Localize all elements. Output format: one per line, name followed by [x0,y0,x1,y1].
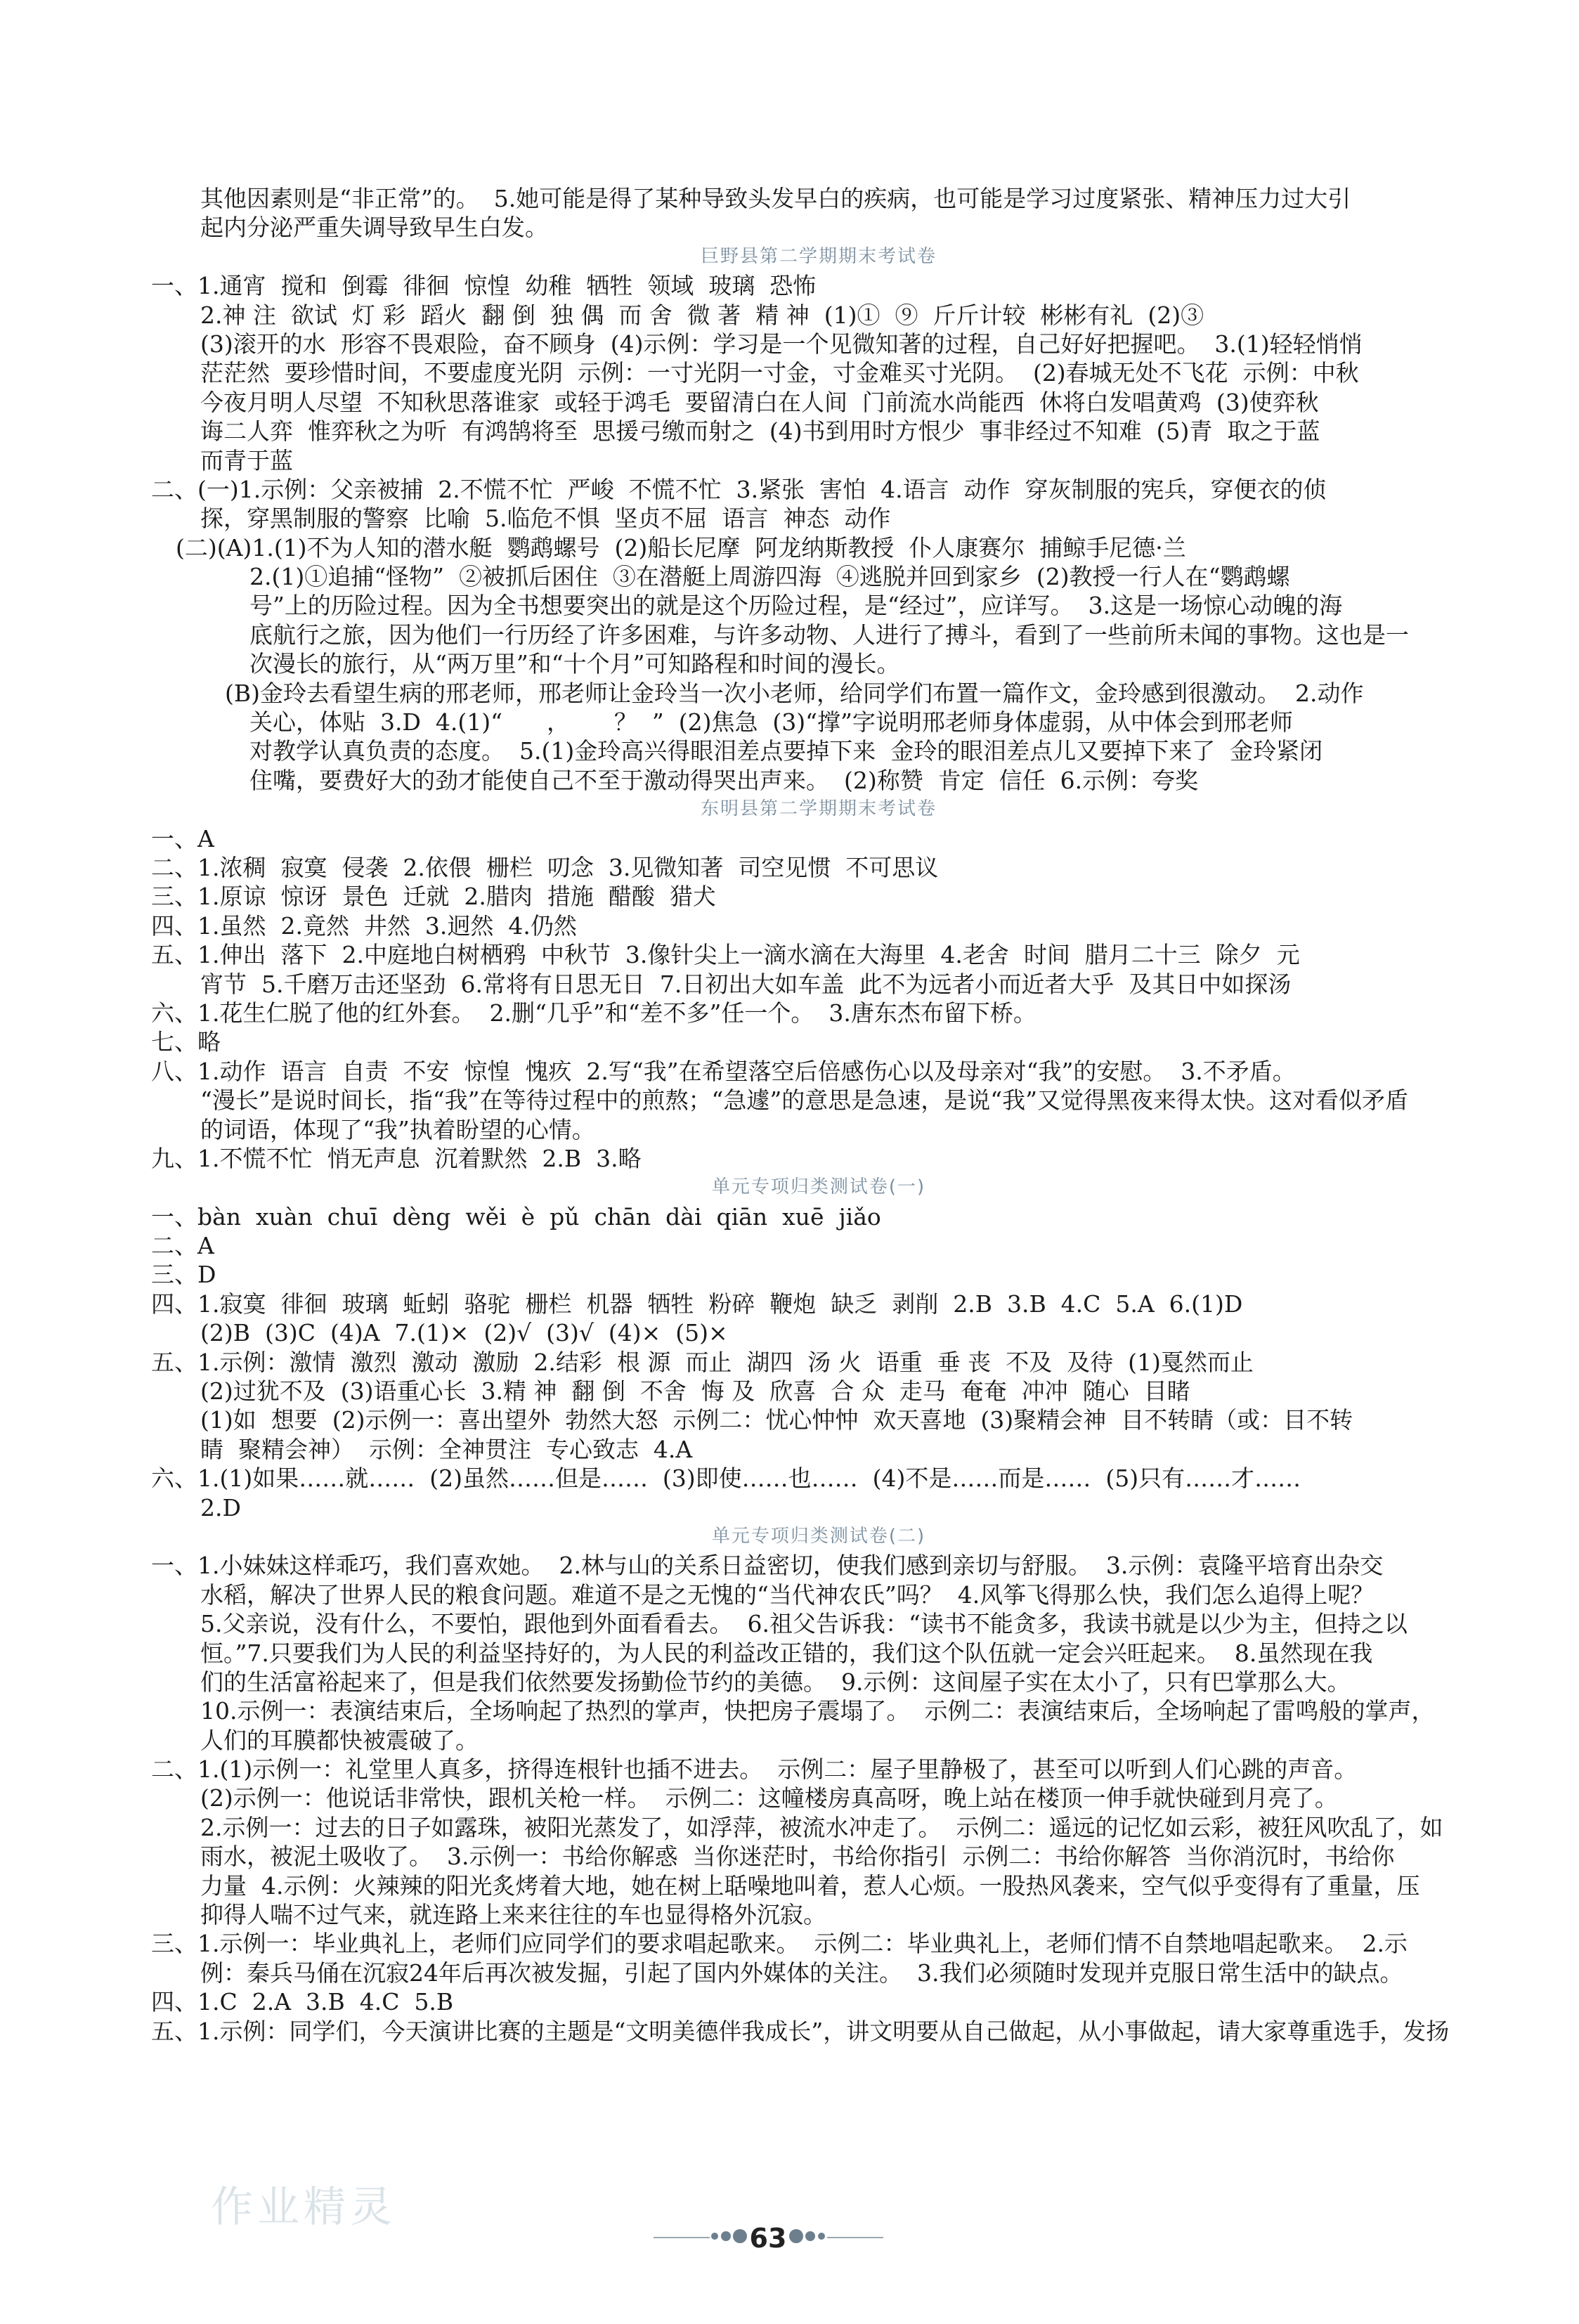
answer-line: 睛 聚精会神） 示例：全神贯注 专心致志 4.A [200,1435,693,1463]
answer-line: (B)金玲去看望生病的邢老师，邢老师让金玲当一次小老师，给同学们布置一篇作文，金玲感到很激动。 2.动作 [225,679,1364,707]
answer-line: 2.(1)①追捕“怪物” ②被抓后困住 ③在潜艇上周游四海 ④逃脱并回到家乡 (2)教授一行人在“鹦鹉螺 [249,563,1290,591]
answer-line: 力量 4.示例：火辣辣的阳光炙烤着大地，她在树上聒噪地叫着，惹人心烦。一股热风袭来，空气似乎变得有了重量，压 [200,1871,1420,1900]
answer-line: 六、1.(1)如果……就…… (2)虽然……但是…… (3)即使……也…… (4)不是……而是…… (5)只有……才…… [151,1465,1301,1493]
answer-line: 而青于蓝 [200,446,293,474]
answer-line: 宵节 5.千磨万击还坚劲 6.常将有日思无日 7.日初出大如车盖 此不为远者小而近者大乎 及其日中如探汤 [200,970,1292,998]
answer-line: 一、1.小妹妹这样乖巧，我们喜欢她。 2.林与山的关系日益密切，使我们感到亲切与舒服。 3.示例：袁隆平培育出杂交 [151,1552,1384,1580]
answer-line: 底航行之旅，因为他们一行历经了许多困难，与许多动物、人进行了搏斗，看到了一些前所未闻的事物。这也是一 [249,621,1409,649]
answer-line: “漫长”是说时间长，指“我”在等待过程中的煎熬；“急遽”的意思是急速，是说“我”又觉得黑夜来得太快。这对看似矛盾 [200,1086,1408,1115]
answer-line: 次漫长的旅行，从“两万里”和“十个月”可知路程和时间的漫长。 [249,650,900,678]
answer-line: 恒。”7.只要我们为人民的利益坚持好的，为人民的利益改正错的，我们这个队伍就一定会兴旺起来。 8.虽然现在我 [200,1639,1373,1667]
answer-line: 诲二人弈 惟弈秋之为听 有鸿鹄将至 思援弓缴而射之 (4)书到用时方恨少 事非经过不知难 (5)青 取之于蓝 [200,417,1320,446]
answer-key-page [151,184,1486,2046]
answer-line: 七、略 [151,1028,221,1056]
answer-line: 六、1.花生仁脱了他的红外套。 2.删“几乎”和“差不多”任一个。 3.唐东杰布留下桥。 [151,999,1037,1027]
answer-line: 们的生活富裕起来了，但是我们依然要发扬勤俭节约的美德。 9.示例：这间屋子实在太小了，只有巴掌那么大。 [200,1668,1351,1696]
answer-line: (2)示例一：他说话非常快，跟机关枪一样。 示例二：这幢楼房真高呀，晚上站在楼顶一伸手就快碰到月亮了。 [200,1784,1338,1812]
answer-line: 四、1.虽然 2.竟然 井然 3.迥然 4.仍然 [151,911,577,940]
answer-line: 例：秦兵马俑在沉寂24年后再次被发掘，引起了国内外媒体的关注。 3.我们必须随时发现并克服日常生活中的缺点。 [200,1959,1403,1987]
answer-line: 10.示例一：表演结束后，全场响起了热烈的掌声，快把房子震塌了。 示例二：表演结束后，全场响起了雷鸣般的掌声， [200,1697,1435,1725]
page-number: 63 [749,2223,787,2254]
answer-line: 起内分泌严重失调导致早生白发。 [200,214,548,242]
answer-line: 其他因素则是“非正常”的。 5.她可能是得了某种导致头发早白的疾病，也可能是学习过度紧张、精神压力过大引 [200,185,1351,212]
answer-line: 茫茫然 要珍惜时间，不要虚度光阴 示例：一寸光阴一寸金，寸金难买寸光阴。 (2)春城无处不飞花 示例：中秋 [200,359,1359,387]
footer-dot [818,2233,825,2240]
answer-line: 五、1.示例：激情 激烈 激动 激励 2.结彩 根 源 而止 湖四 汤 火 语重 垂 丧 不及 及待 (1)戛然而止 [151,1348,1254,1376]
section-heading: 单元专项归类测试卷(一) [711,1176,926,1198]
answer-line: 一、A [151,824,214,852]
answer-line: (2)B (3)C (4)A 7.(1)× (2)√ (3)√ (4)× (5)× [200,1319,728,1347]
answer-line: 四、1.寂寞 徘徊 玻璃 蚯蚓 骆驼 栅栏 机器 牺牲 粉碎 鞭炮 缺乏 剥削 2.B 3.B 4.C 5.A 6.(1)D [151,1290,1243,1318]
answer-line: 号”上的历险过程。因为全书想要突出的就是这个历险过程，是“经过”，应详写。 3.这是一场惊心动魄的海 [249,592,1343,620]
section-heading: 东明县第二学期期末考试卷 [700,798,937,820]
footer-divider-left [654,2237,710,2238]
answer-line: 三、1.原谅 惊讶 景色 迁就 2.腊肉 措施 醋酸 猎犬 [151,883,716,911]
watermark-logo: 作业精灵 [211,2183,396,2232]
footer-divider-right [827,2237,883,2238]
answer-line: 二、1.浓稠 寂寞 侵袭 2.依偎 栅栏 叨念 3.见微知著 司空见惯 不可思议 [151,853,939,881]
answer-line: 抑得人喘不过气来，就连路上来来往往的车也显得格外沉寂。 [200,1901,826,1929]
footer-dot [721,2231,731,2241]
answer-line: 2.D [200,1493,241,1521]
answer-line: 九、1.不慌不忙 悄无声息 沉着默然 2.B 3.略 [151,1144,642,1172]
answer-line: 今夜月明人尽望 不知秋思落谁家 或轻于鸿毛 要留清白在人间 门前流水尚能西 休将白发唱黄鸡 (3)使弈秋 [200,388,1319,416]
answer-line: 的词语，体现了“我”执着盼望的心情。 [200,1115,595,1143]
answer-line: 探，穿黑制服的警察 比喻 5.临危不惧 坚贞不屈 语言 神态 动作 [200,505,891,533]
answer-line: 水稻，解决了世界人民的粮食问题。难道不是之无愧的“当代神农氏”吗？ 4.风筝飞得那么快，我们怎么追得上呢？ [200,1580,1375,1609]
answer-line: (3)滚开的水 形容不畏艰险，奋不顾身 (4)示例：学习是一个见微知著的过程，自己好好把握吧。 3.(1)轻轻悄悄 [200,330,1363,358]
footer-dot [711,2233,718,2240]
footer-dot [805,2231,815,2241]
answer-line: 一、1.通宵 搅和 倒霉 徘徊 惊惶 幼稚 牺牲 领域 玻璃 恐怖 [151,272,817,300]
answer-line: 人们的耳膜都快被震破了。 [200,1726,479,1754]
answer-line: (二)(A)1.(1)不为人知的潜水艇 鹦鹉螺号 (2)船长尼摩 阿龙纳斯教授 仆人康赛尔 捕鲸手尼德·兰 [176,533,1186,561]
answer-line: 二、(一)1.示例：父亲被捕 2.不慌不忙 严峻 不慌不忙 3.紧张 害怕 4.语言 动作 穿灰制服的宪兵，穿便衣的侦 [151,475,1327,503]
section-heading: 单元专项归类测试卷(二) [711,1525,926,1547]
answer-line: 三、1.示例一：毕业典礼上，老师们应同学们的要求唱起歌来。 示例二：毕业典礼上，老师们情不自禁地唱起歌来。 2.示 [151,1930,1408,1958]
answer-line: 三、D [151,1261,216,1289]
answer-line: 住嘴，要费好大的劲才能使自己不至于激动得哭出声来。 (2)称赞 肯定 信任 6.示例：夸奖 [249,766,1199,794]
answer-line: 5.父亲说，没有什么，不要怕，跟他到外面看看去。 6.祖父告诉我：“读书不能贪多，我读书就是以少为主，但持之以 [200,1610,1408,1638]
answer-line: 关心，体贴 3.D 4.(1)“ ， ？ ” (2)焦急 (3)“撑”字说明邢老师身体虚弱，从中体会到邢老师 [249,708,1293,736]
answer-line: 四、1.C 2.A 3.B 4.C 5.B [151,1988,454,2016]
answer-line: 二、1.(1)示例一：礼堂里人真多，挤得连根针也插不进去。 示例二：屋子里静极了，甚至可以听到人们心跳的声音。 [151,1755,1358,1784]
answer-line: 2.神 注 欲试 灯 彩 蹈火 翻 倒 独 偶 而 舍 微 著 精 神 (1)① ⑨ 斤斤计较 彬彬有礼 (2)③ [200,301,1204,329]
answer-line: 2.示例一：过去的日子如露珠，被阳光蒸发了，如浮萍，被流水冲走了。 示例二：遥远的记忆如云彩，被狂风吹乱了，如 [200,1813,1443,1841]
answer-line: 五、1.伸出 落下 2.中庭地白树栖鸦 中秋节 3.像针尖上一滴水滴在大海里 4.老舍 时间 腊月二十三 除夕 元 [151,941,1300,969]
answer-line: 二、A [151,1232,214,1260]
answer-line: 八、1.动作 语言 自责 不安 惊惶 愧疚 2.写“我”在希望落空后倍感伤心以及母亲对“我”的安慰。 3.不矛盾。 [151,1057,1296,1085]
answer-line: 对教学认真负责的态度。 5.(1)金玲高兴得眼泪差点要掉下来 金玲的眼泪差点儿又要掉下来了 金玲紧闭 [249,737,1323,765]
footer-dot [789,2229,803,2243]
answer-line: (1)如 想要 (2)示例一：喜出望外 勃然大怒 示例二：忧心忡忡 欢天喜地 (3)聚精会神 目不转睛（或：目不转 [200,1406,1353,1434]
answer-line: 五、1.示例：同学们，今天演讲比赛的主题是“文明美德伴我成长”，讲文明要从自己做起，从小事做起，请大家尊重选手，发扬 [151,2017,1450,2045]
answer-line: 雨水，被泥土吸收了。 3.示例一：书给你解惑 当你迷茫时，书给你指引 示例二：书给你解答 当你消沉时，书给你 [200,1843,1395,1871]
section-heading: 巨野县第二学期期末考试卷 [700,245,937,267]
answer-line: 一、bàn xuàn chuī dèng wěi è pǔ chān dài qiān xuē jiǎo [151,1202,881,1231]
answer-line: (2)过犹不及 (3)语重心长 3.精 神 翻 倒 不舍 悔 及 欣喜 合 众 走马 奄奄 冲冲 随心 目睹 [200,1377,1190,1406]
